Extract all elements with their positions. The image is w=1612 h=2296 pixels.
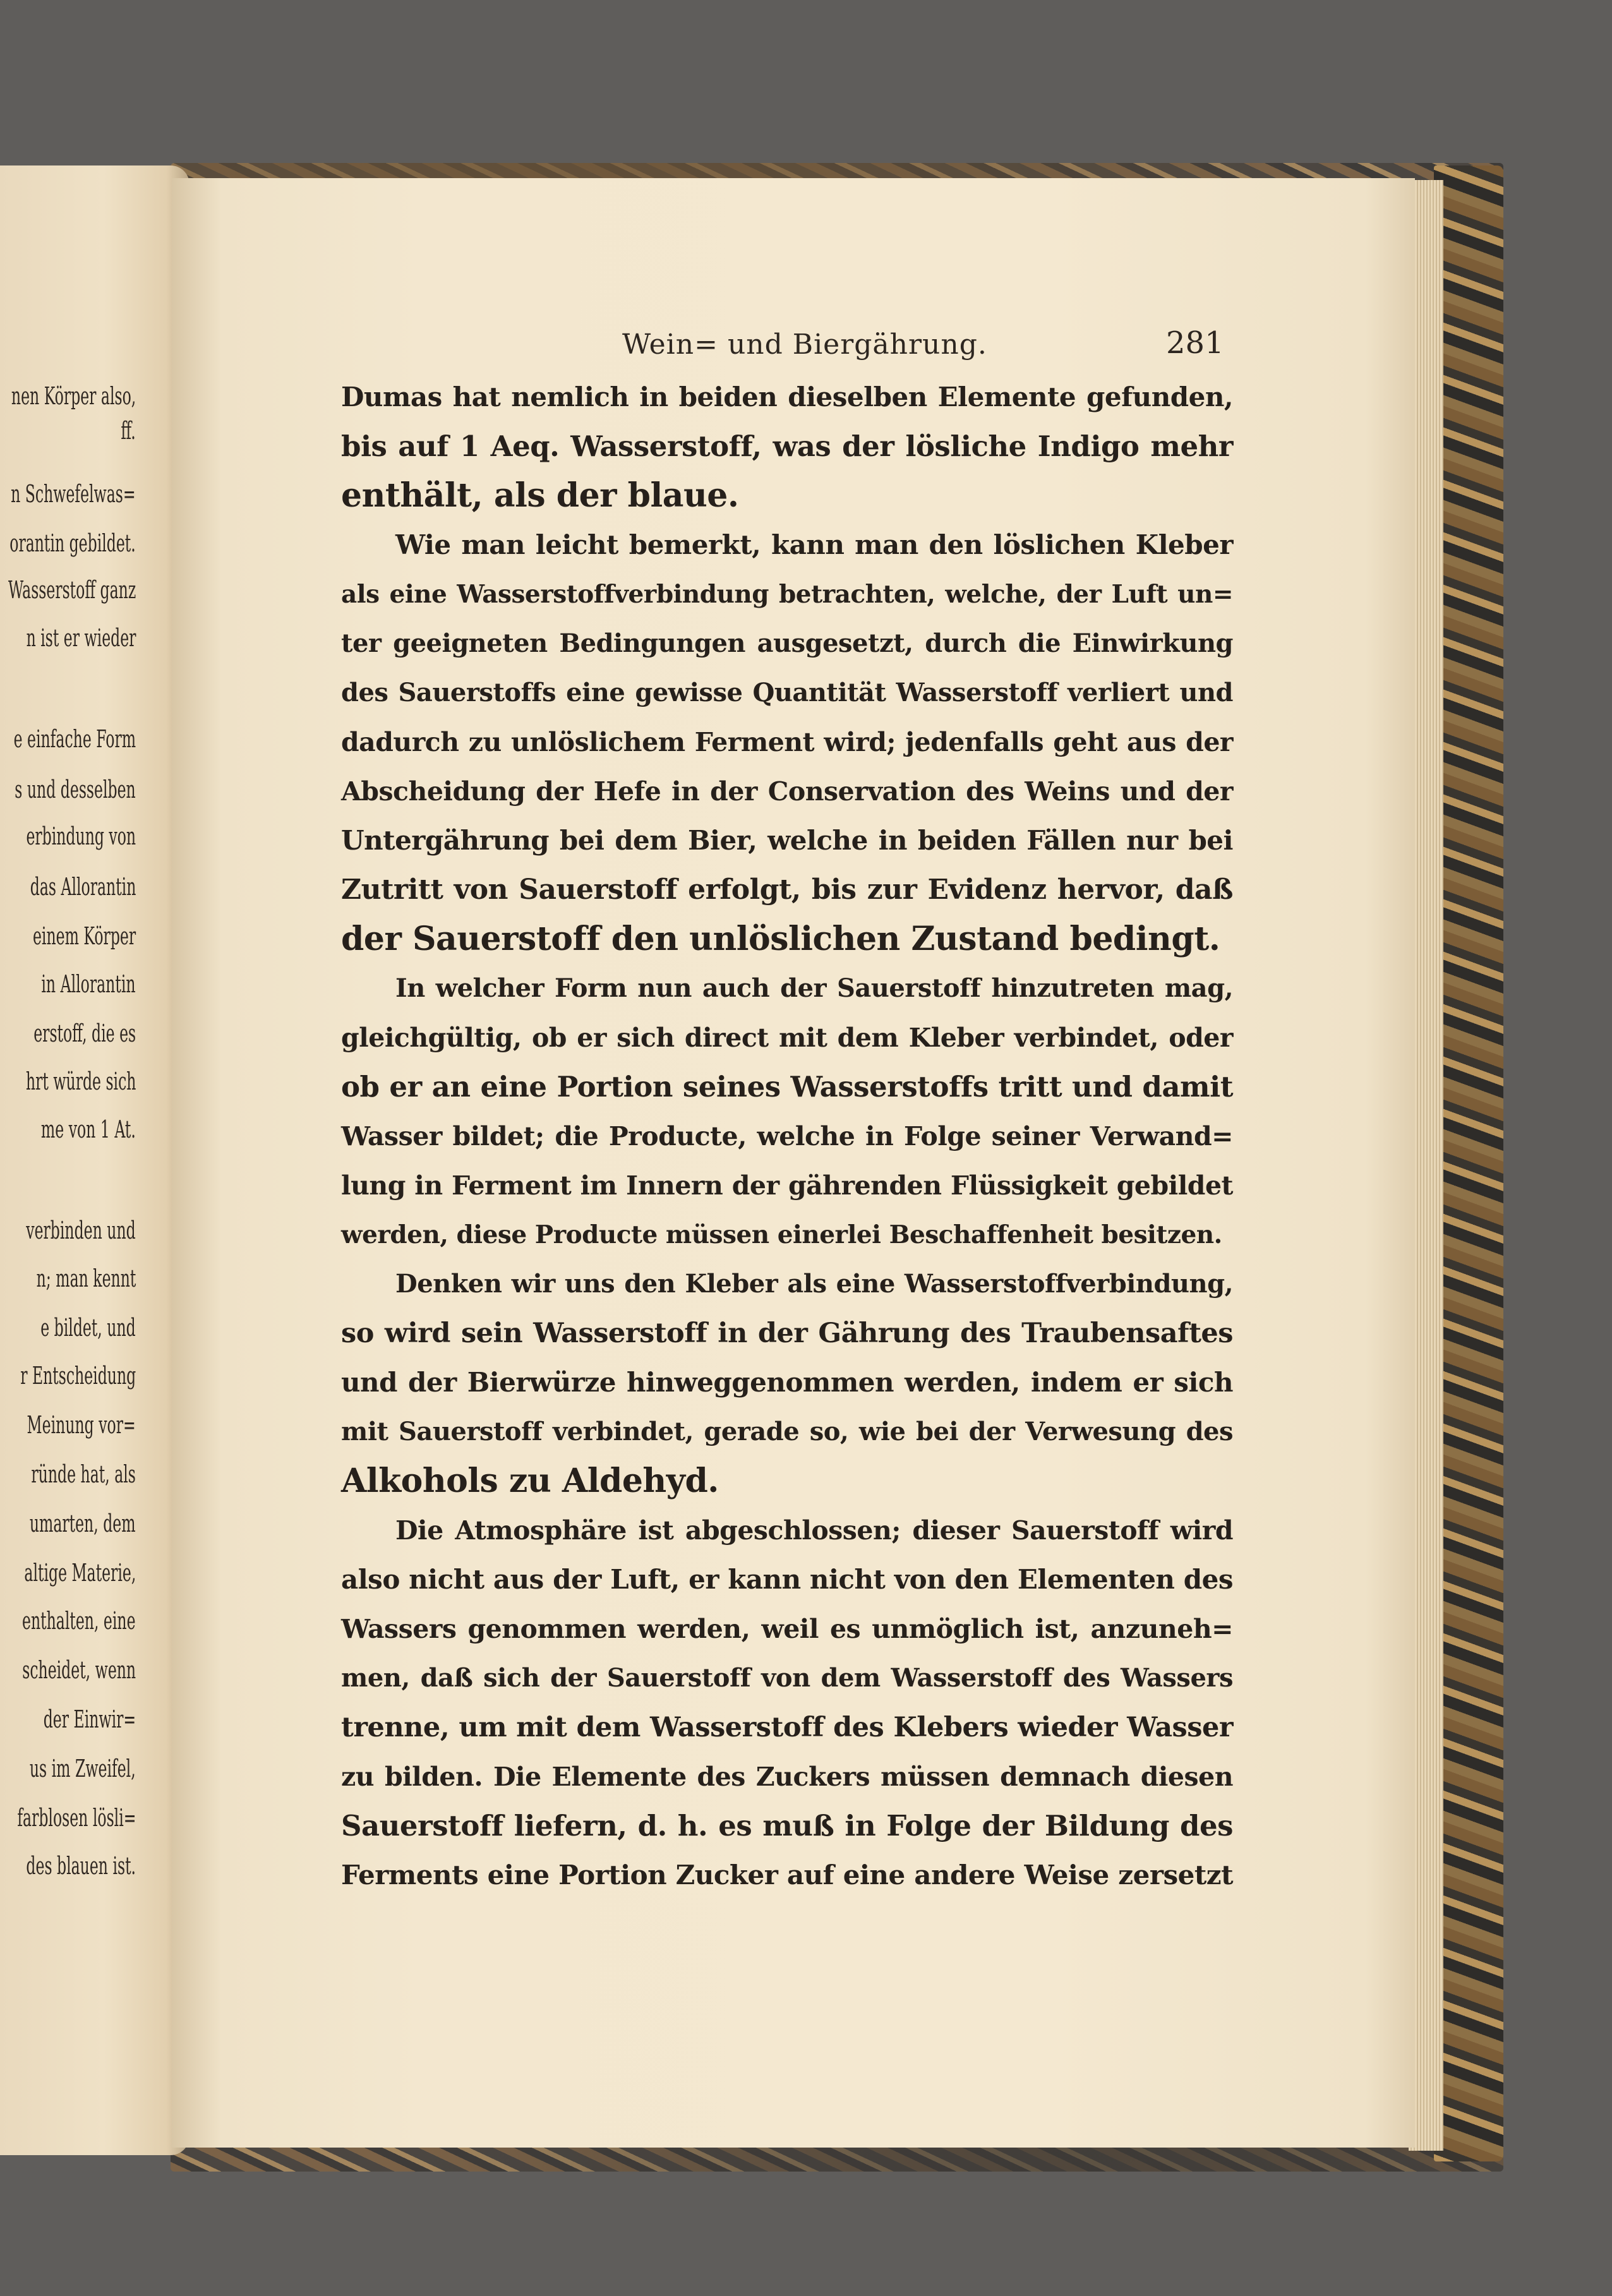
body-line: und der Bierwürze hinweggenommen werden, indem er sich [341,1367,1233,1398]
left-page-line: n Schwefelwas= [11,480,136,508]
left-page-line: us im Zweifel, [30,1755,136,1782]
body-line: der Sauerstoff den unlöslichen Zustand bedingt. [341,920,1220,958]
running-title: Wein= und Biergährung. [622,328,987,361]
left-page-line: e bildet, und [40,1314,136,1342]
body-line: zu bilden. Die Elemente des Zuckers müssen demnach diesen [341,1762,1233,1792]
body-line: Dumas hat nemlich in beiden dieselben Elemente gefunden, [341,382,1233,412]
body-line: des Sauerstoffs eine gewisse Quantität Wasserstoff verliert und [341,678,1233,707]
left-page-line: s und desselben [15,776,136,803]
body-line: Sauerstoff liefern, d. h. es muß in Folge der Bildung des [341,1809,1233,1842]
left-page-line: e einfache Form [13,725,136,753]
body-line: Abscheidung der Hefe in der Conservation des Weins und der [341,776,1233,807]
left-page-line: einem Körper [32,922,136,950]
body-line: Untergährung bei dem Bier, welche in beiden Fällen nur bei [341,825,1233,856]
left-page-line: Meinung vor= [27,1411,136,1439]
body-line: so wird sein Wasserstoff in der Gährung des Traubensaftes [341,1318,1233,1349]
left-page-line: n ist er wieder [26,624,136,652]
left-page-line: orantin gebildet. [9,529,136,557]
left-page-line: ründe hat, als [31,1460,136,1488]
left-page-line: hrt würde sich [25,1067,136,1095]
left-page-line: der Einwir= [43,1705,136,1733]
left-page-line: enthalten, eine [22,1607,136,1635]
left-page-line: umarten, dem [30,1510,136,1537]
left-page-line: erbindung von [26,822,136,850]
body-line: lung in Ferment im Innern der gährenden Flüssigkeit gebildet [341,1170,1233,1201]
body-text [341,373,1233,1900]
body-line: enthält, als der blaue. [341,476,739,515]
body-line: Zutritt von Sauerstoff erfolgt, bis zur Evidenz hervor, daß [341,874,1233,906]
body-line: als eine Wasserstoffverbindung betrachten, welche, der Luft un= [341,580,1233,609]
body-line: Alkohols zu Aldehyd. [341,1462,719,1500]
left-page-line: erstoff, die es [33,1019,136,1047]
body-line: Die Atmosphäre ist abgeschlossen; dieser Sauerstoff wird [395,1515,1233,1546]
left-page-line: ff. [121,417,136,445]
left-page-line: das Allorantin [30,873,136,901]
body-line: bis auf 1 Aeq. Wasserstoff, was der lösliche Indigo mehr [341,430,1233,463]
left-page-line: me von 1 At. [41,1115,136,1143]
left-page-line: r Entscheidung [20,1362,136,1390]
body-line: men, daß sich der Sauerstoff von dem Wasserstoff des Wassers [341,1663,1233,1693]
left-page-line: altige Materie, [24,1559,136,1587]
left-page-line: verbinden und [26,1217,136,1244]
body-line: mit Sauerstoff verbindet, gerade so, wie bei der Verwesung des [341,1417,1233,1446]
body-line: werden, diese Producte müssen einerlei Beschaffenheit besitzen. [341,1220,1222,1249]
body-line: gleichgültig, ob er sich direct mit dem Kleber verbindet, oder [341,1023,1233,1053]
left-page-line: des blauen ist. [26,1852,136,1880]
left-page-line: Wasserstoff ganz [8,576,136,604]
body-line: Ferments eine Portion Zucker auf eine andere Weise zersetzt [341,1860,1233,1890]
body-line: Denken wir uns den Kleber als eine Wasserstoffverbindung, [395,1269,1233,1299]
body-line: Wassers genommen werden, weil es unmöglich ist, anzuneh= [341,1614,1233,1644]
body-line: dadurch zu unlöslichem Ferment wird; jedenfalls geht aus der [341,727,1233,757]
body-line: also nicht aus der Luft, er kann nicht von den Elementen des [341,1564,1233,1595]
left-page-line: scheidet, wenn [22,1656,136,1684]
left-page-line: n; man kennt [36,1265,136,1292]
marbled-fore-edge [1434,165,1503,2161]
left-page-line: in Allorantin [41,970,136,998]
left-page-line: nen Körper also, [11,382,136,410]
body-line: trenne, um mit dem Wasserstoff des Klebers wieder Wasser [341,1712,1233,1743]
body-line: In welcher Form nun auch der Sauerstoff hinzutreten mag, [395,973,1233,1003]
body-line: ter geeigneten Bedingungen ausgesetzt, durch die Einwirkung [341,628,1233,658]
left-page-line: farblosen lösli= [16,1804,136,1832]
body-line: Wie man leicht bemerkt, kann man den löslichen Kleber [395,529,1233,560]
body-line: ob er an eine Portion seines Wasserstoffs tritt und damit [341,1070,1233,1103]
body-line: Wasser bildet; die Producte, welche in Folge seiner Verwand= [341,1121,1233,1151]
page-number: 281 [1166,325,1224,361]
left-page [0,165,189,2155]
